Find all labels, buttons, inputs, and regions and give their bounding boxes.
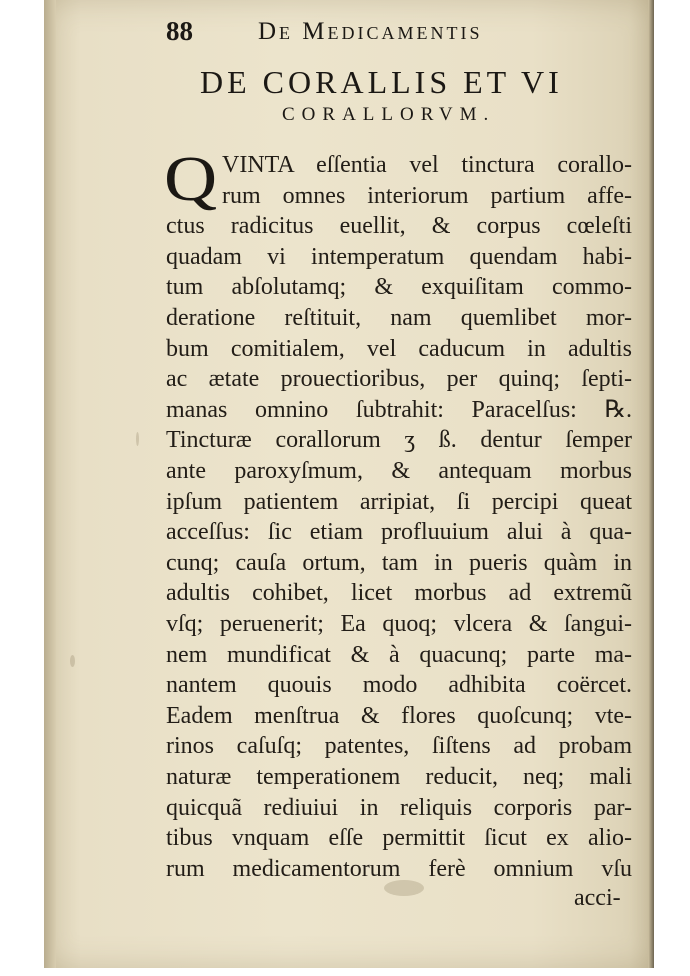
- text-line: acceſſus: ſic etiam profluuium alui à qua-: [166, 519, 632, 546]
- text-line: VINTA eſſentia vel tinctura corallo-: [222, 152, 632, 178]
- text-line: ac ætate prouectioribus, per quinq; ſepti-: [166, 366, 632, 393]
- text-line: quadam vi intemperatum quendam habi-: [166, 243, 632, 270]
- page-edge: [648, 0, 654, 968]
- text-line: tum abſolutamq; & exquiſitam commo-: [166, 274, 632, 301]
- text-line: adultis cohibet, licet morbus ad extremũ: [166, 580, 632, 607]
- text-line: nantem quouis modo adhibita coërcet.: [166, 672, 632, 699]
- text-line: quicquã rediuiui in reliquis corporis par-: [166, 794, 632, 821]
- running-title: De Medicamentis: [258, 18, 483, 45]
- text-line: rum omnes interiorum partium affe-: [222, 182, 632, 209]
- text-line: tibus vnquam eſſe permittit ſicut ex alio-: [166, 825, 632, 852]
- catchword: acci-: [574, 885, 621, 911]
- text-line: ctus radicitus euellit, & corpus cœleſti: [166, 213, 632, 240]
- drop-cap: Q: [164, 143, 218, 214]
- ink-smudge: [136, 432, 139, 446]
- page-gutter: [44, 0, 56, 968]
- text-line: ante paroxyſmum, & antequam morbus: [166, 458, 632, 484]
- text-line: deratione reſtituit, nam quemlibet mor-: [166, 305, 632, 331]
- text-line: bum comitialem, vel caducum in adultis: [166, 335, 632, 362]
- text-line: nem mundificat & à quacunq; parte ma-: [166, 641, 632, 668]
- text-line: ipſum patientem arripiat, ſi percipi queat: [166, 488, 632, 515]
- running-head: [166, 16, 566, 52]
- chapter-subtitle: CORALLORVM.: [282, 104, 496, 125]
- text-line: vſq; peruenerit; Ea quoq; vlcera & ſangui-: [166, 611, 632, 637]
- text-line: cunq; cauſa ortum, tam in pueris quàm in: [166, 549, 632, 576]
- text-line: naturæ temperationem reducit, neq; mali: [166, 764, 632, 790]
- text-line: rum medicamentorum ferè omnium vſu: [166, 855, 632, 882]
- text-line: Eadem menſtrua & flores quoſcunq; vte-: [166, 702, 632, 729]
- text-line: Tincturæ corallorum ʒ ß. dentur ſemper: [166, 427, 632, 454]
- ink-smudge: [70, 655, 75, 667]
- chapter-title: DE CORALLIS ET VI: [200, 64, 563, 100]
- page-number: 88: [166, 16, 193, 46]
- text-line: manas omnino ſubtrahit: Paracelſus: ℞.: [166, 396, 632, 423]
- text-line: rinos caſuſq; patentes, ſiſtens ad probam: [166, 733, 632, 760]
